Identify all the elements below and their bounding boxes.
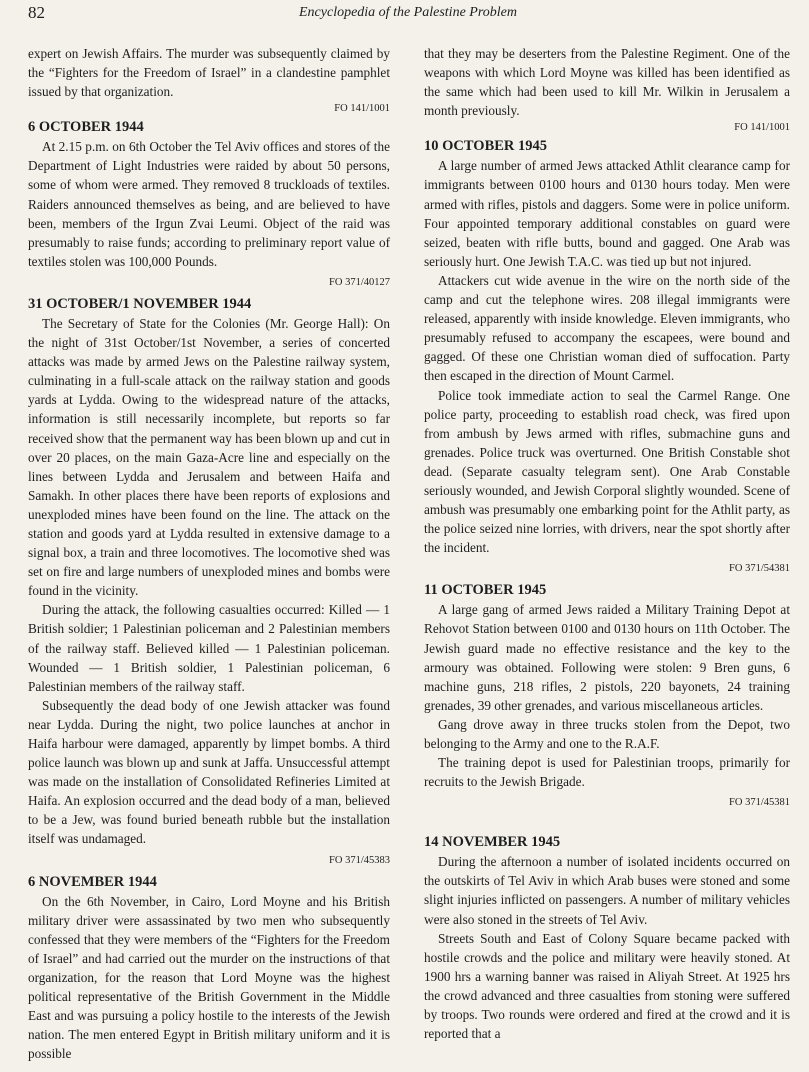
entry-date: 31 OCTOBER/1 NOVEMBER 1944	[28, 295, 252, 312]
entry-date: 6 NOVEMBER 1944	[28, 873, 157, 890]
entry-paragraph: The Secretary of State for the Colonies (Mr. George Hall): On the night of 31st October/1st November, a series of concerted attacks was made by armed Jews on the Palestine railway system, culminating in a full-scale attack on the railway station and goods yards at Lydda. Owing to the widespread nature of the attacks, information is still necessarily incomplete, but reports so far received show that the permanent way has been blown up and cut in over 20 places, on the main Gaza-Acre line and especially on the lines between Lydda and Jerusalem and between Haifa and Samakh. In other places there have been reports of explosions and unexploded mines have been found on the line. The attack on the station and goods yard at Lydda resulted in extensive damage to a signal box, a train and three locomotives. The locomotive shed was set on fire and large numbers of unexploded mines and bombs were found in the vicinity.	[28, 315, 390, 599]
entry-paragraph: During the afternoon a number of isolated incidents occurred on the outskirts of Tel Aviv in which Arab buses were stoned and some slight injuries inflicted on passengers. A number of military vehicles were also stoned in the streets of Tel Aviv.	[424, 854, 790, 927]
source-reference: FO 371/54381	[729, 563, 790, 575]
continued-paragraph: expert on Jewish Affairs. The murder was subsequently claimed by the “Fighters for the Freedom of Israel” in a clandestine pamphlet issued by that organization.	[28, 46, 390, 100]
section-spacer	[424, 815, 790, 833]
running-title: Encyclopedia of the Palestine Problem	[299, 5, 517, 20]
page-header	[28, 2, 788, 24]
entry-paragraph: Police took immediate action to seal the Carmel Range. One police party, proceeding to establish road check, was fired upon from ambush by Jews armed with rifles, submachine guns and grenades. Police truck was overturned. One British Constable shot dead. (Separate casualty telegram sent). One Arab Constable seriously wounded, and Jewish Corporal slightly wounded. Scene of ambush was presumably one embarking point for the Athlit party, as the police seized nine lorries, with drivers, near the spot shortly after the incident.	[424, 387, 790, 556]
source-reference: FO 371/45381	[729, 797, 790, 809]
continued-paragraph: that they may be deserters from the Palestine Regiment. One of the weapons with which Lord Moyne was killed has been identified as the same which had been used to kill Mr. Wilkin in Jerusalem a month previously.	[424, 46, 790, 119]
entry-paragraph: During the attack, the following casualties occurred: Killed — 1 British soldier; 1 Palestinian policeman and 2 Palestinian members of the railway staff. Believed killed — 1 Palestinian policeman. Wounded — 1 British soldier, 1 Palestinian policeman, 6 Palestinian members of the railway staff.	[28, 602, 390, 694]
right-column	[424, 44, 790, 1043]
entry-paragraph: On the 6th November, in Cairo, Lord Moyne and his British military driver were assassinated by two men who subsequently confessed that they were members of the “Fighters for the Freedom of Israel” and had carried out the murder on the instructions of that organization, for the reason that Lord Moyne was the highest political representative of the British Government in the Middle East and was pursuing a policy hostile to the interests of the Jewish nation. The men entered Egypt in British military uniform and it is possible	[28, 893, 390, 1062]
entry-date: 6 OCTOBER 1944	[28, 119, 144, 136]
entry-paragraph: Attackers cut wide avenue in the wire on the north side of the camp and cut the telephone wires. 208 illegal immigrants were released, apparently with inside knowledge. Eleven immigrants, who presumably refused to accompany the escapees, were bound and gagged. Of these one Christian woman died of suffocation. Party then escaped in the direction of Mount Carmel.	[424, 272, 790, 384]
entry-date: 14 NOVEMBER 1945	[424, 834, 561, 851]
source-reference: FO 371/40127	[329, 276, 390, 288]
page-number: 82	[28, 3, 45, 22]
entry-paragraph: A large number of armed Jews attacked Athlit clearance camp for immigrants between 0100 hours and 0130 hours today. Men were armed with rifles, pistols and daggers. Some were in police uniform. Four appointed temporary additional constables on guard were seized, beaten with rifle butts, bound and gagged. One Arab was seriously hurt. One Jewish T.A.C. was tied up but not injured.	[424, 158, 790, 269]
entry-paragraph: Streets South and East of Colony Square became packed with hostile crowds and the police and military were heavily stoned. At 1900 hrs a warning banner was raised in Aliyah Street. At 1925 hrs the crowd advanced and three casualties from stoning were suffered by troops. Two rounds were ordered and fired at the crowd and it is reported that a	[424, 930, 790, 1042]
entry-date: 10 OCTOBER 1945	[424, 138, 548, 155]
source-reference: FO 141/1001	[734, 122, 790, 134]
entry-paragraph: The training depot is used for Palestinian troops, primarily for recruits to the Jewish Brigade.	[424, 755, 790, 790]
entry-date: 11 OCTOBER 1945	[424, 582, 547, 599]
left-column	[28, 44, 390, 1063]
source-reference: FO 371/45383	[329, 854, 390, 866]
entry-paragraph: A large gang of armed Jews raided a Military Training Depot at Rehovot Station between 0100 and 0130 hours on 11th October. The Jewish guard made no effective resistance and the key to the armoury was obtained. Following were stolen: 9 Bren guns, 6 machine guns, 218 rifles, 2 pistols, 220 bayonets, 24 training grenades, 39 other grenades, and various miscellaneous articles.	[424, 602, 790, 713]
source-reference: FO 141/1001	[334, 103, 390, 115]
entry-paragraph: Gang drove away in three trucks stolen from the Depot, two belonging to the Army and one to the R.A.F.	[424, 716, 790, 751]
entry-paragraph: Subsequently the dead body of one Jewish attacker was found near Lydda. During the night, two police launches at anchor in Haifa harbour were damaged, apparently by limpet bombs. A third police launch was blown up and sunk at Jaffa. Unsuccessful attempt was made on the installation of Consolidated Refineries Limited at Haifa. An explosion occurred and the dead body of a man, believed to be a Jew, was found buried beneath rubble but the installation itself was undamaged.	[28, 697, 390, 847]
entry-paragraph: At 2.15 p.m. on 6th October the Tel Aviv offices and stores of the Department of Light Industries were raided by about 50 persons, some of whom were armed. They removed 8 truckloads of textiles. Raiders announced themselves as being, and are believed to have been, members of the Irgun Zvai Leumi. Object of the raid was presumably to raise funds; according to preliminary report value of textiles stolen was 100,000 Pounds.	[28, 139, 390, 269]
